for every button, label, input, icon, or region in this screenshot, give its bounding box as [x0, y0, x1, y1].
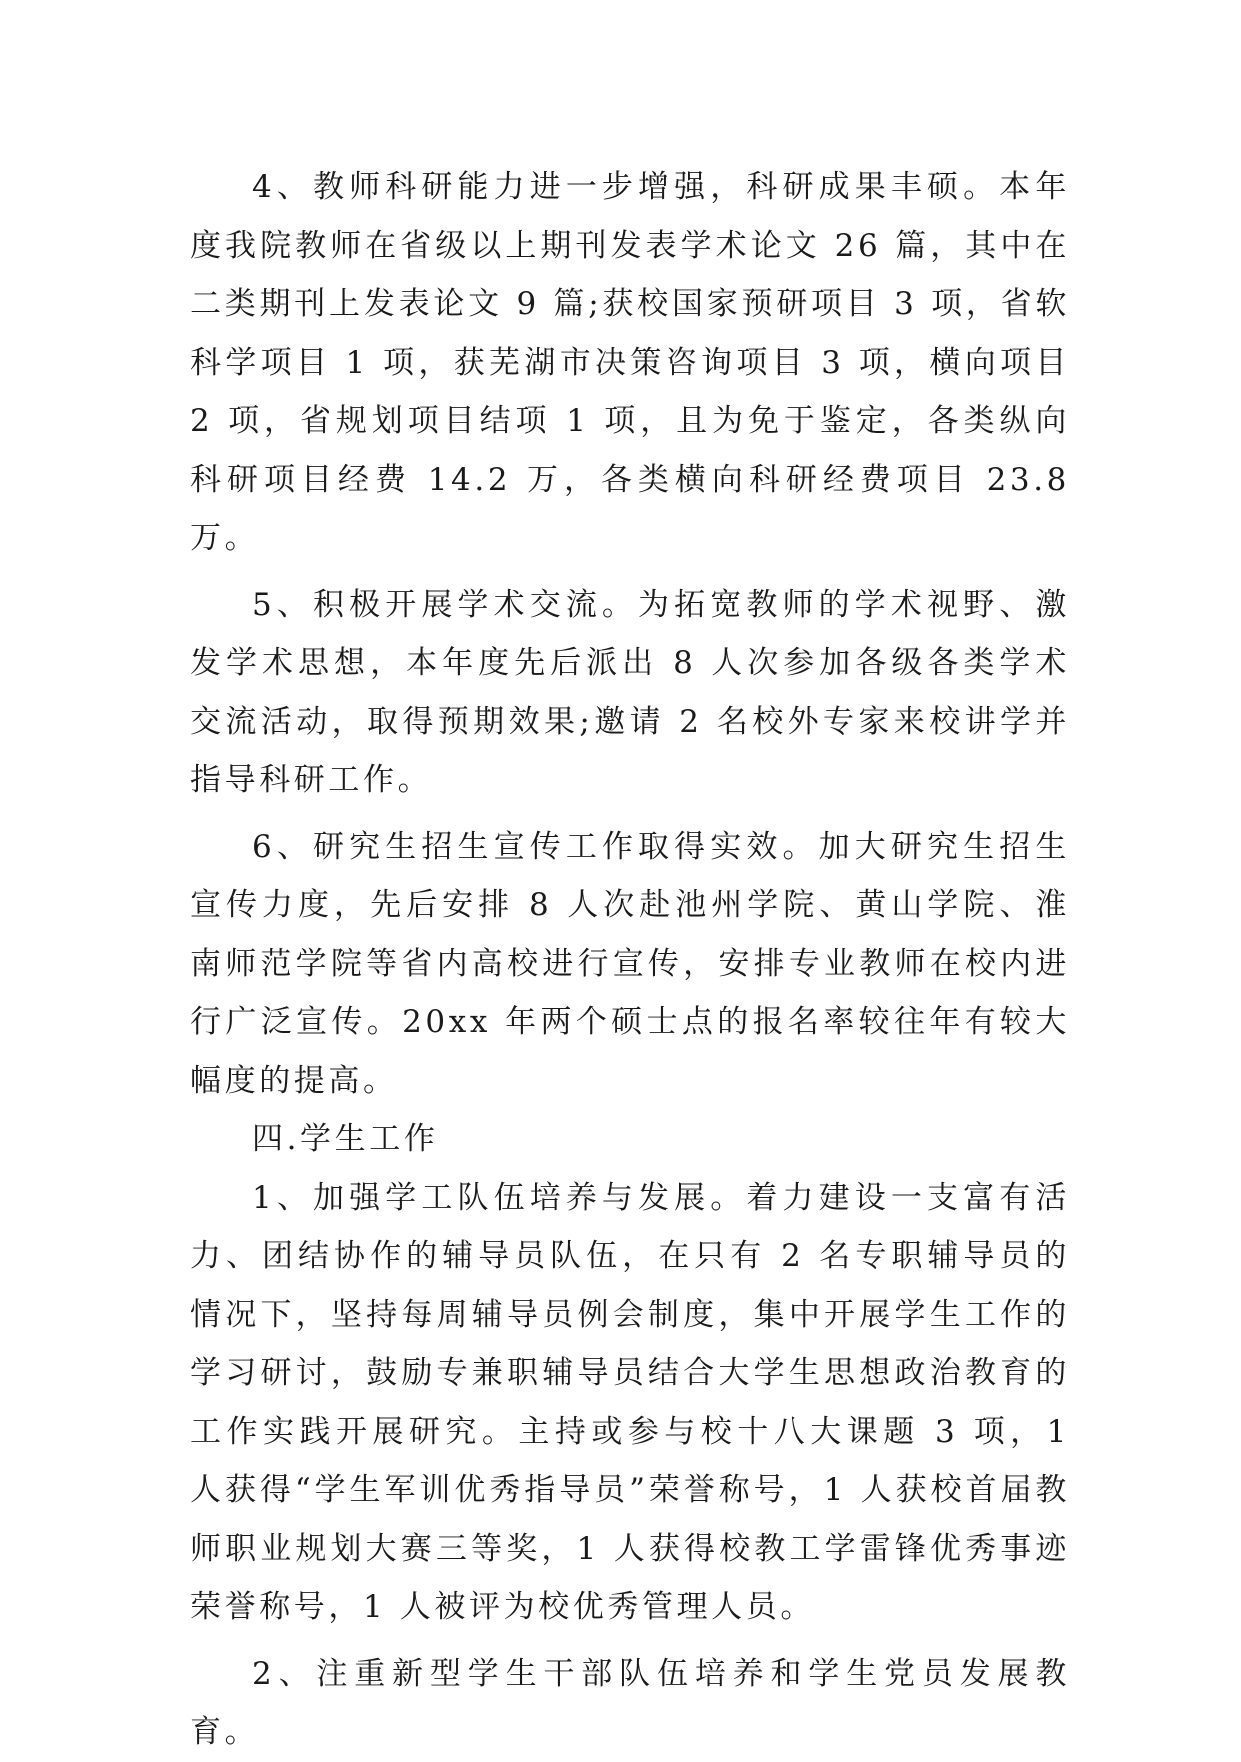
paragraph-academic-exchange: 5、积极开展学术交流。为拓宽教师的学术视野、激发学术思想，本年度先后派出 8 人次参加各级各类学术交流活动，取得预期效果;邀请 2 名校外专家来校讲学并指导科研工作。 — [190, 586, 1070, 798]
document-body — [190, 158, 1070, 1762]
paragraph-graduate-recruitment: 6、研究生招生宣传工作取得实效。加大研究生招生宣传力度，先后安排 8 人次赴池州学院、黄山学院、淮南师范学院等省内高校进行宣传，安排专业教师在校内进行广泛宣传。20xx 年两个硕士点的报名率较往年有较大幅度的提高。 — [190, 828, 1070, 1099]
paragraph-counselor-team: 1、加强学工队伍培养与发展。着力建设一支富有活力、团结协作的辅导员队伍，在只有 2 名专职辅导员的情况下，坚持每周辅导员例会制度，集中开展学生工作的学习研讨，鼓励专兼职辅导员结合大学生思想政治教育的工作实践开展研究。主持或参与校十八大课题 3 项，1 人获得“学生军训优秀指导员”荣誉称号，1 人获校首届教师职业规划大赛三等奖，1 人获得校教工学雷锋优秀事迹荣誉称号，1 人被评为校优秀管理人员。 — [190, 1179, 1070, 1625]
paragraph-student-cadres: 2、注重新型学生干部队伍培养和学生党员发展教育。 — [190, 1655, 1070, 1750]
paragraph-research-achievements: 4、教师科研能力进一步增强，科研成果丰硕。本年度我院教师在省级以上期刊发表学术论文 26 篇，其中在二类期刊上发表论文 9 篇;获校国家预研项目 3 项，省软科学项目 1 项，获芜湖市决策咨询项目 3 项，横向项目 2 项，省规划项目结项 1 项，且为免于鉴定，各类纵向科研项目经费 14.2 万，各类横向科研经费项目 23.8 万。 — [190, 169, 1070, 556]
section-heading-student-work: 四.学生工作 — [252, 1121, 439, 1157]
